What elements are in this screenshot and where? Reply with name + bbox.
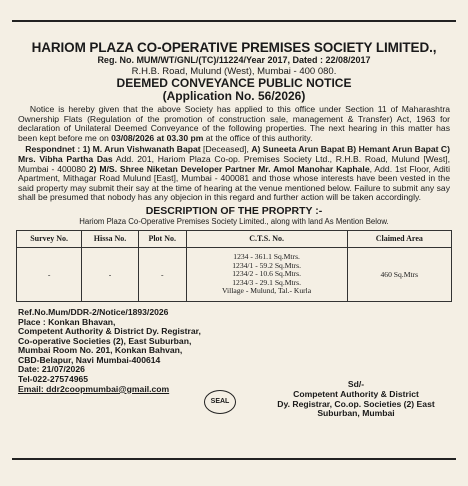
intro-end: at the office of this authority.: [203, 132, 313, 143]
notice-footer: [16, 308, 452, 428]
city-line: CBD-Belapur, Navi Mumbai-400614: [18, 354, 161, 365]
authority-details: [18, 308, 263, 394]
deceased-note: [Deceased],: [200, 144, 252, 155]
society-address: R.H.B. Road, Mulund (West), Mumbai - 400 080.: [131, 66, 337, 77]
cell-plot: -: [138, 247, 186, 301]
cell-claimed-area: 460 Sq.Mtrs: [347, 247, 451, 301]
cts-line: 1234 - 361.1 Sq.Mtrs.: [233, 251, 300, 261]
respondent-2-address: , Add. 1st Floor, Aditi Apartment, Mithagar Road Mulund [East], Mumbai - 400081 and those whose interests have been vested in the said property may submit their say at the time of hearing at the venue mentioned below. Failure to submit any say shall be presumed that nobody has any objecion in this regard and further action will be taken accordingly.: [18, 163, 450, 203]
hearing-date: 03/08/2026 at 03.30 pm: [111, 132, 204, 143]
signature-title-1: Competent Authority & District: [293, 388, 419, 399]
signature-block: [256, 380, 456, 419]
table-row: [17, 247, 452, 301]
ref-number: Ref.No.Mum/DDR-2/Notice/1893/2026: [18, 306, 169, 317]
notice-title: DEEMED CONVEYANCE PUBLIC NOTICE: [116, 76, 352, 90]
property-table: [16, 230, 452, 302]
header-hissa-no: Hissa No.: [82, 230, 139, 247]
header-survey-no: Survey No.: [17, 230, 82, 247]
societies-line: Co-operative Societies (2), East Suburban,: [18, 335, 192, 346]
cell-cts: [186, 247, 347, 301]
description-subtitle: Hariom Plaza Co-Operative Premises Society Limited., along with land As Mention Below.: [79, 216, 389, 226]
description-title: DESCRIPTION OF THE PROPRTY :-: [145, 204, 323, 217]
authority-line: Competent Authority & District Dy. Registrar,: [18, 326, 201, 337]
cts-line: 1234/3 - 29.1 Sq.Mtrs.: [232, 277, 301, 287]
respondent-heirs: A) Suneeta Arun Bapat B) Hemant Arun Bapat C) Mrs. Vibha Partha Das: [18, 144, 450, 164]
cell-survey: -: [17, 247, 82, 301]
application-number: (Application No. 56/2026): [162, 89, 306, 103]
header-claimed-area: Claimed Area: [347, 230, 451, 247]
signature-title-3: Suburban, Mumbai: [317, 408, 395, 419]
signature-sd: Sd/-: [347, 378, 365, 389]
registration-number: Reg. No. MUM/WT/GNL/(TC)/11224/Year 2017, Dated : 22/08/2017: [97, 55, 371, 65]
seal-stamp: SEAL: [204, 390, 236, 414]
respondent-1: Respondnet : 1) M. Arun Vishwanath Bapat: [25, 144, 201, 155]
cts-line: 1234/2 - 10.6 Sq.Mtrs.: [232, 269, 301, 279]
header-plot-no: Plot No.: [138, 230, 186, 247]
cts-line: Village - Mulund, Tal.- Kurla: [222, 286, 312, 296]
respondent-heirs-address: Add. 201, Hariom Plaza Co-op. Premises Society Ltd., R.H.B. Road, Mulund [West], Mumbai - 400080: [18, 153, 450, 174]
cell-hissa: -: [82, 247, 139, 301]
header-cts-no: C.T.S. No.: [186, 230, 347, 247]
tel-line: Tel-022-27574965: [18, 374, 89, 385]
intro-text: Notice is hereby given that the above Society has applied to this office under Section 11 of Maharashtra Ownership Flats (Regulation of the promotion of construction sale, management & Transfer) Act, 1963 for declaration of Unilateral Deemed Conveyance of the following properties. The next hearing in this matter has been kept before me on: [18, 104, 450, 143]
cts-line: 1234/1 - 59.2 Sq.Mtrs.: [232, 260, 301, 270]
society-name: HARIOM PLAZA CO-OPERATIVE PREMISES SOCIETY LIMITED.,: [31, 40, 437, 55]
respondents: [18, 145, 450, 203]
room-line: Mumbai Room No. 201, Konkan Bahvan,: [18, 345, 183, 356]
signature-title-2: Dy. Registrar, Co.op. Societies (2) East: [277, 398, 435, 409]
public-notice: [12, 20, 456, 460]
respondent-2: 2) M/S. Shree Niketan Developer Partner Mr. Amol Manohar Kaphale: [88, 163, 370, 174]
email-link[interactable]: Email: ddr2coopmumbai@gmail.com: [18, 383, 170, 394]
place-line: Place : Konkan Bhavan,: [18, 316, 116, 327]
notice-body: [18, 105, 450, 143]
date-line: Date: 21/07/2026: [18, 364, 85, 375]
table-header-row: [17, 230, 452, 247]
